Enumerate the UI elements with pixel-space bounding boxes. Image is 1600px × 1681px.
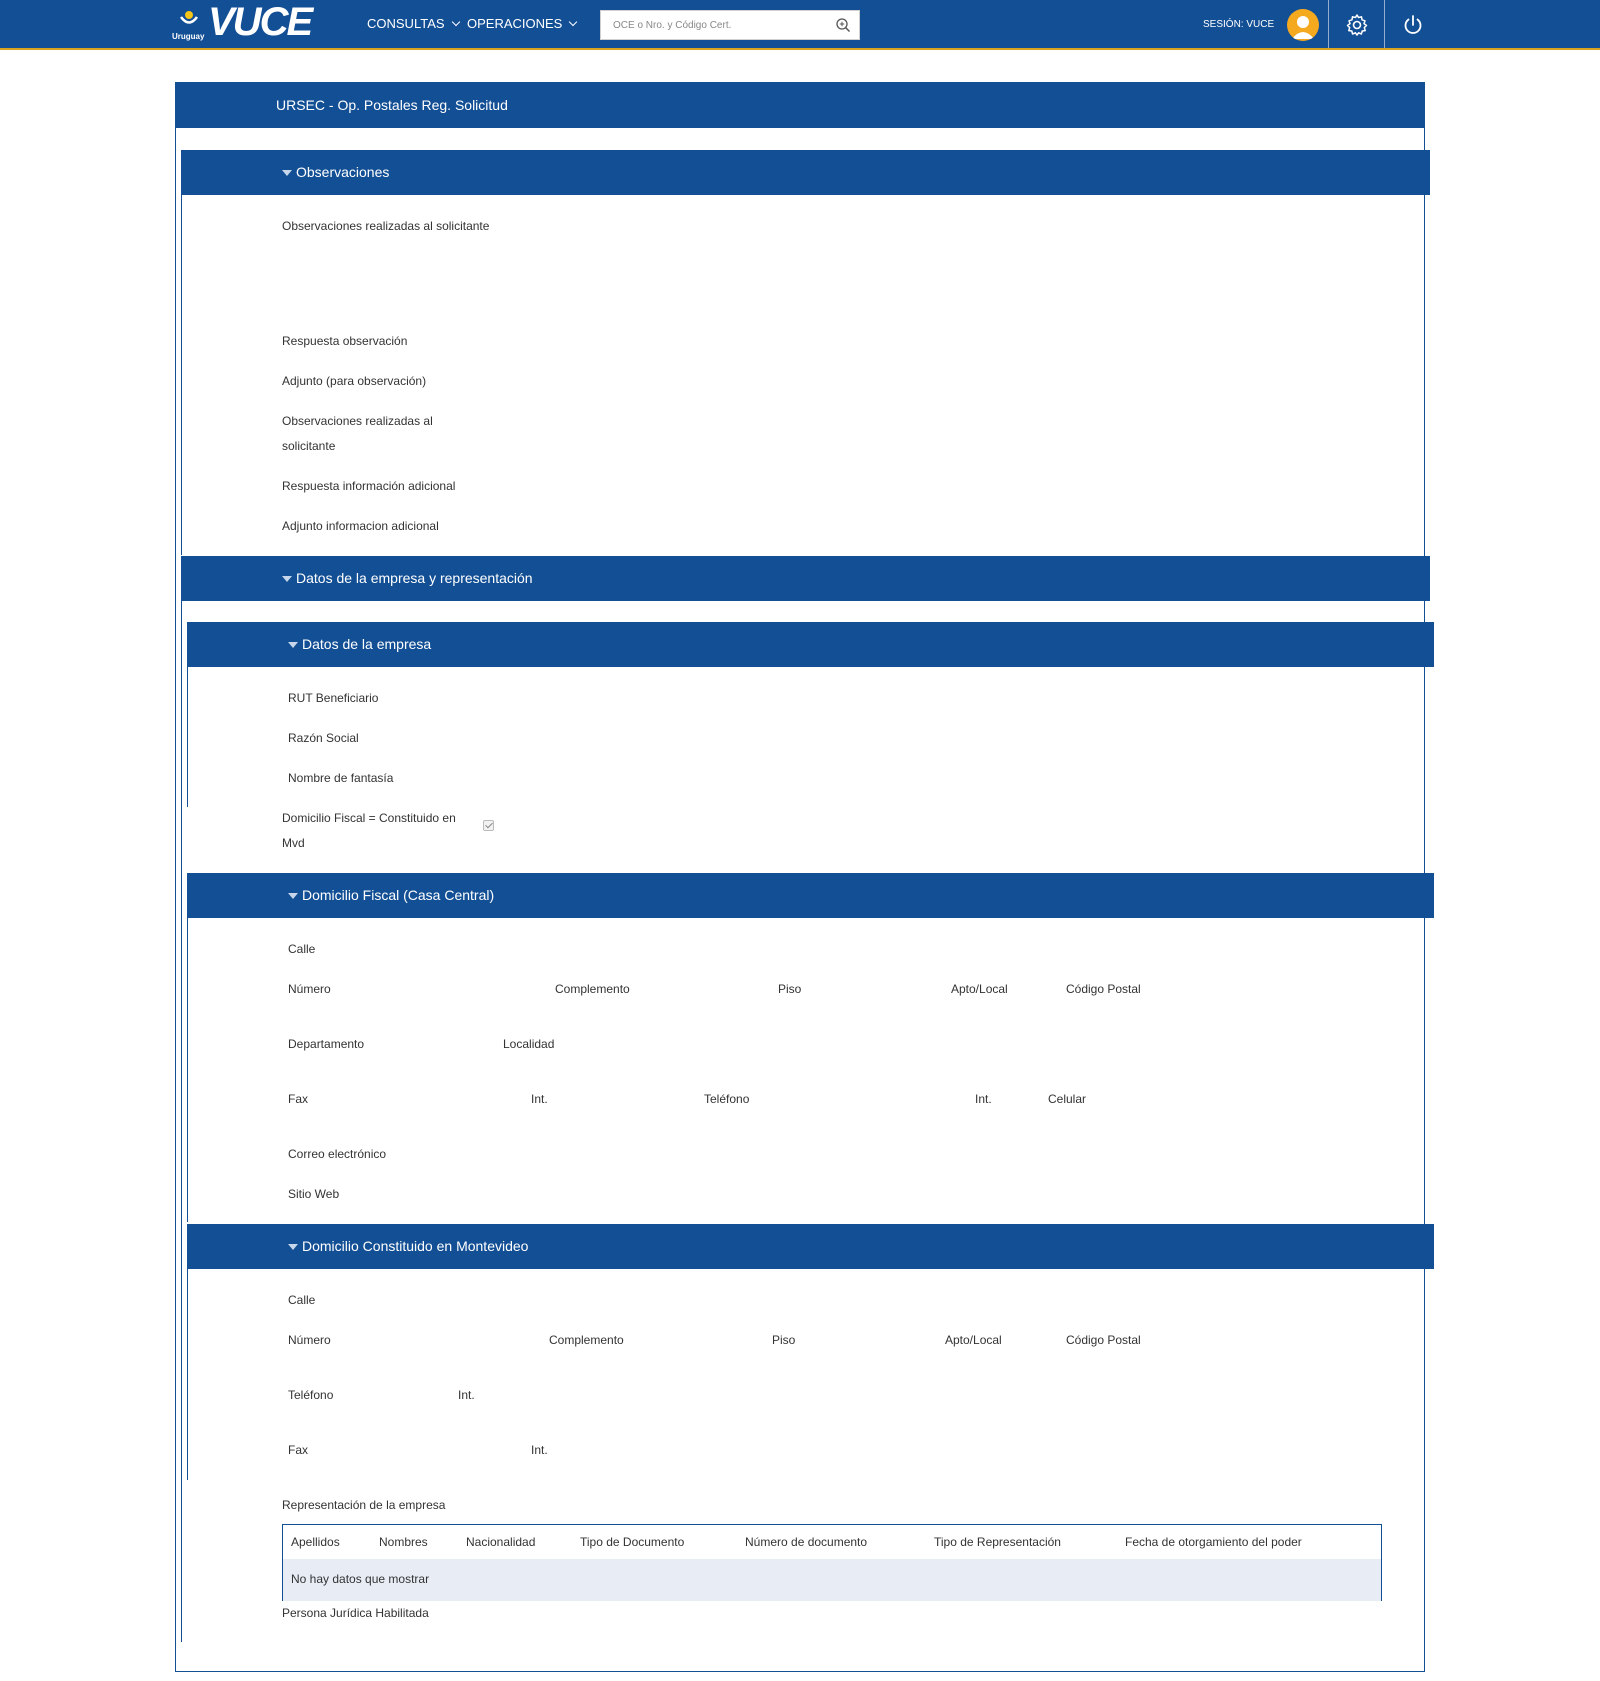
page-header xyxy=(175,82,1425,128)
field-label: Correo electrónico xyxy=(288,1147,387,1161)
field-label: Adjunto (para observación) xyxy=(282,374,427,388)
logo-text: VUCE xyxy=(208,0,312,44)
section-observaciones[interactable] xyxy=(181,150,1430,195)
header-divider xyxy=(1384,0,1385,48)
section-domicilio-montevideo[interactable] xyxy=(187,1224,1434,1269)
search-box xyxy=(600,10,860,40)
field-label: Int. xyxy=(975,1092,992,1106)
representacion-label: Representación de la empresa xyxy=(282,1498,446,1512)
field-label: Complemento xyxy=(549,1333,624,1347)
field-label: RUT Beneficiario xyxy=(288,691,379,705)
field-label: Adjunto informacion adicional xyxy=(282,519,439,533)
field-label: Celular xyxy=(1048,1092,1087,1106)
header-divider xyxy=(1328,0,1329,48)
empty-message: No hay datos que mostrar xyxy=(291,1572,430,1586)
triangle-down-icon xyxy=(288,642,298,648)
section-empresa-representacion[interactable] xyxy=(181,556,1430,601)
user-avatar-icon[interactable] xyxy=(1287,9,1319,41)
session-label: SESIÓN: VUCE xyxy=(1203,19,1275,30)
column-header[interactable]: Nacionalidad xyxy=(466,1535,536,1549)
chevron-down-icon xyxy=(569,18,577,26)
column-header[interactable]: Tipo de Documento xyxy=(580,1535,685,1549)
field-label: Fax xyxy=(288,1092,309,1106)
search-input[interactable] xyxy=(601,11,831,39)
field-label: Teléfono xyxy=(288,1388,334,1402)
field-label: Localidad xyxy=(503,1037,555,1051)
field-label: Fax xyxy=(288,1443,309,1457)
section-datos-empresa[interactable] xyxy=(187,622,1434,667)
field-label: Int. xyxy=(531,1092,548,1106)
gear-icon[interactable] xyxy=(1345,13,1369,37)
field-label: Apto/Local xyxy=(945,1333,1002,1347)
user-silhouette-icon xyxy=(1287,9,1319,41)
column-header[interactable]: Nombres xyxy=(379,1535,428,1549)
field-label: Apto/Local xyxy=(951,982,1008,996)
section-border xyxy=(181,193,182,555)
field-label: Teléfono xyxy=(704,1092,750,1106)
field-label: Respuesta observación xyxy=(282,334,408,348)
menu-operaciones-label: OPERACIONES xyxy=(467,16,563,31)
field-label: Observaciones realizadas al solicitante xyxy=(282,219,490,233)
field-label: Domicilio Fiscal = Constituido en xyxy=(282,811,456,825)
section-border xyxy=(187,917,188,1222)
triangle-down-icon xyxy=(282,170,292,176)
field-label: Número xyxy=(288,1333,331,1347)
search-icon[interactable] xyxy=(835,17,851,33)
representacion-table xyxy=(282,1524,1382,1601)
menu-operaciones[interactable] xyxy=(467,16,576,31)
section-border xyxy=(187,1268,188,1480)
field-label: Razón Social xyxy=(288,731,359,745)
field-label: Sitio Web xyxy=(288,1187,340,1201)
top-navigation-bar xyxy=(0,0,1600,50)
persona-juridica-label: Persona Jurídica Habilitada xyxy=(282,1606,429,1620)
section-border xyxy=(187,666,188,807)
column-header[interactable]: Número de documento xyxy=(745,1535,868,1549)
chevron-down-icon xyxy=(451,18,459,26)
vuce-logo[interactable] xyxy=(172,0,322,44)
column-header[interactable]: Tipo de Representación xyxy=(934,1535,1061,1549)
menu-consultas-label: CONSULTAS xyxy=(367,16,445,31)
field-label: Código Postal xyxy=(1066,982,1141,996)
sun-logo-icon xyxy=(178,8,200,28)
section-title: Observaciones xyxy=(296,164,390,180)
field-label: Piso xyxy=(778,982,802,996)
field-label: Mvd xyxy=(282,836,305,850)
field-label: Complemento xyxy=(555,982,630,996)
section-title: Datos de la empresa y representación xyxy=(296,570,533,586)
field-label: Int. xyxy=(458,1388,475,1402)
section-title: Domicilio Constituido en Montevideo xyxy=(302,1238,529,1254)
section-domicilio-fiscal[interactable] xyxy=(187,873,1434,918)
field-label: solicitante xyxy=(282,439,336,453)
menu-consultas[interactable] xyxy=(367,16,459,31)
column-header[interactable]: Apellidos xyxy=(291,1535,340,1549)
triangle-down-icon xyxy=(282,576,292,582)
field-label: Nombre de fantasía xyxy=(288,771,394,785)
field-label: Departamento xyxy=(288,1037,365,1051)
field-label: Código Postal xyxy=(1066,1333,1141,1347)
field-label: Número xyxy=(288,982,331,996)
column-header[interactable]: Fecha de otorgamiento del poder xyxy=(1125,1535,1302,1549)
domicilio-constituido-checkbox[interactable] xyxy=(483,820,494,831)
section-title: Datos de la empresa xyxy=(302,636,432,652)
triangle-down-icon xyxy=(288,1244,298,1250)
field-label: Calle xyxy=(288,1293,316,1307)
section-title: Domicilio Fiscal (Casa Central) xyxy=(302,887,495,903)
logo-country: Uruguay xyxy=(172,32,205,41)
field-label: Respuesta información adicional xyxy=(282,479,456,493)
power-icon[interactable] xyxy=(1401,13,1425,37)
table-empty-row xyxy=(283,1559,1381,1601)
section-border xyxy=(181,600,182,1642)
page-title: URSEC - Op. Postales Reg. Solicitud xyxy=(276,97,508,113)
triangle-down-icon xyxy=(288,893,298,899)
field-label: Int. xyxy=(531,1443,548,1457)
field-label: Calle xyxy=(288,942,316,956)
field-label: Piso xyxy=(772,1333,796,1347)
field-label: Observaciones realizadas al xyxy=(282,414,433,428)
